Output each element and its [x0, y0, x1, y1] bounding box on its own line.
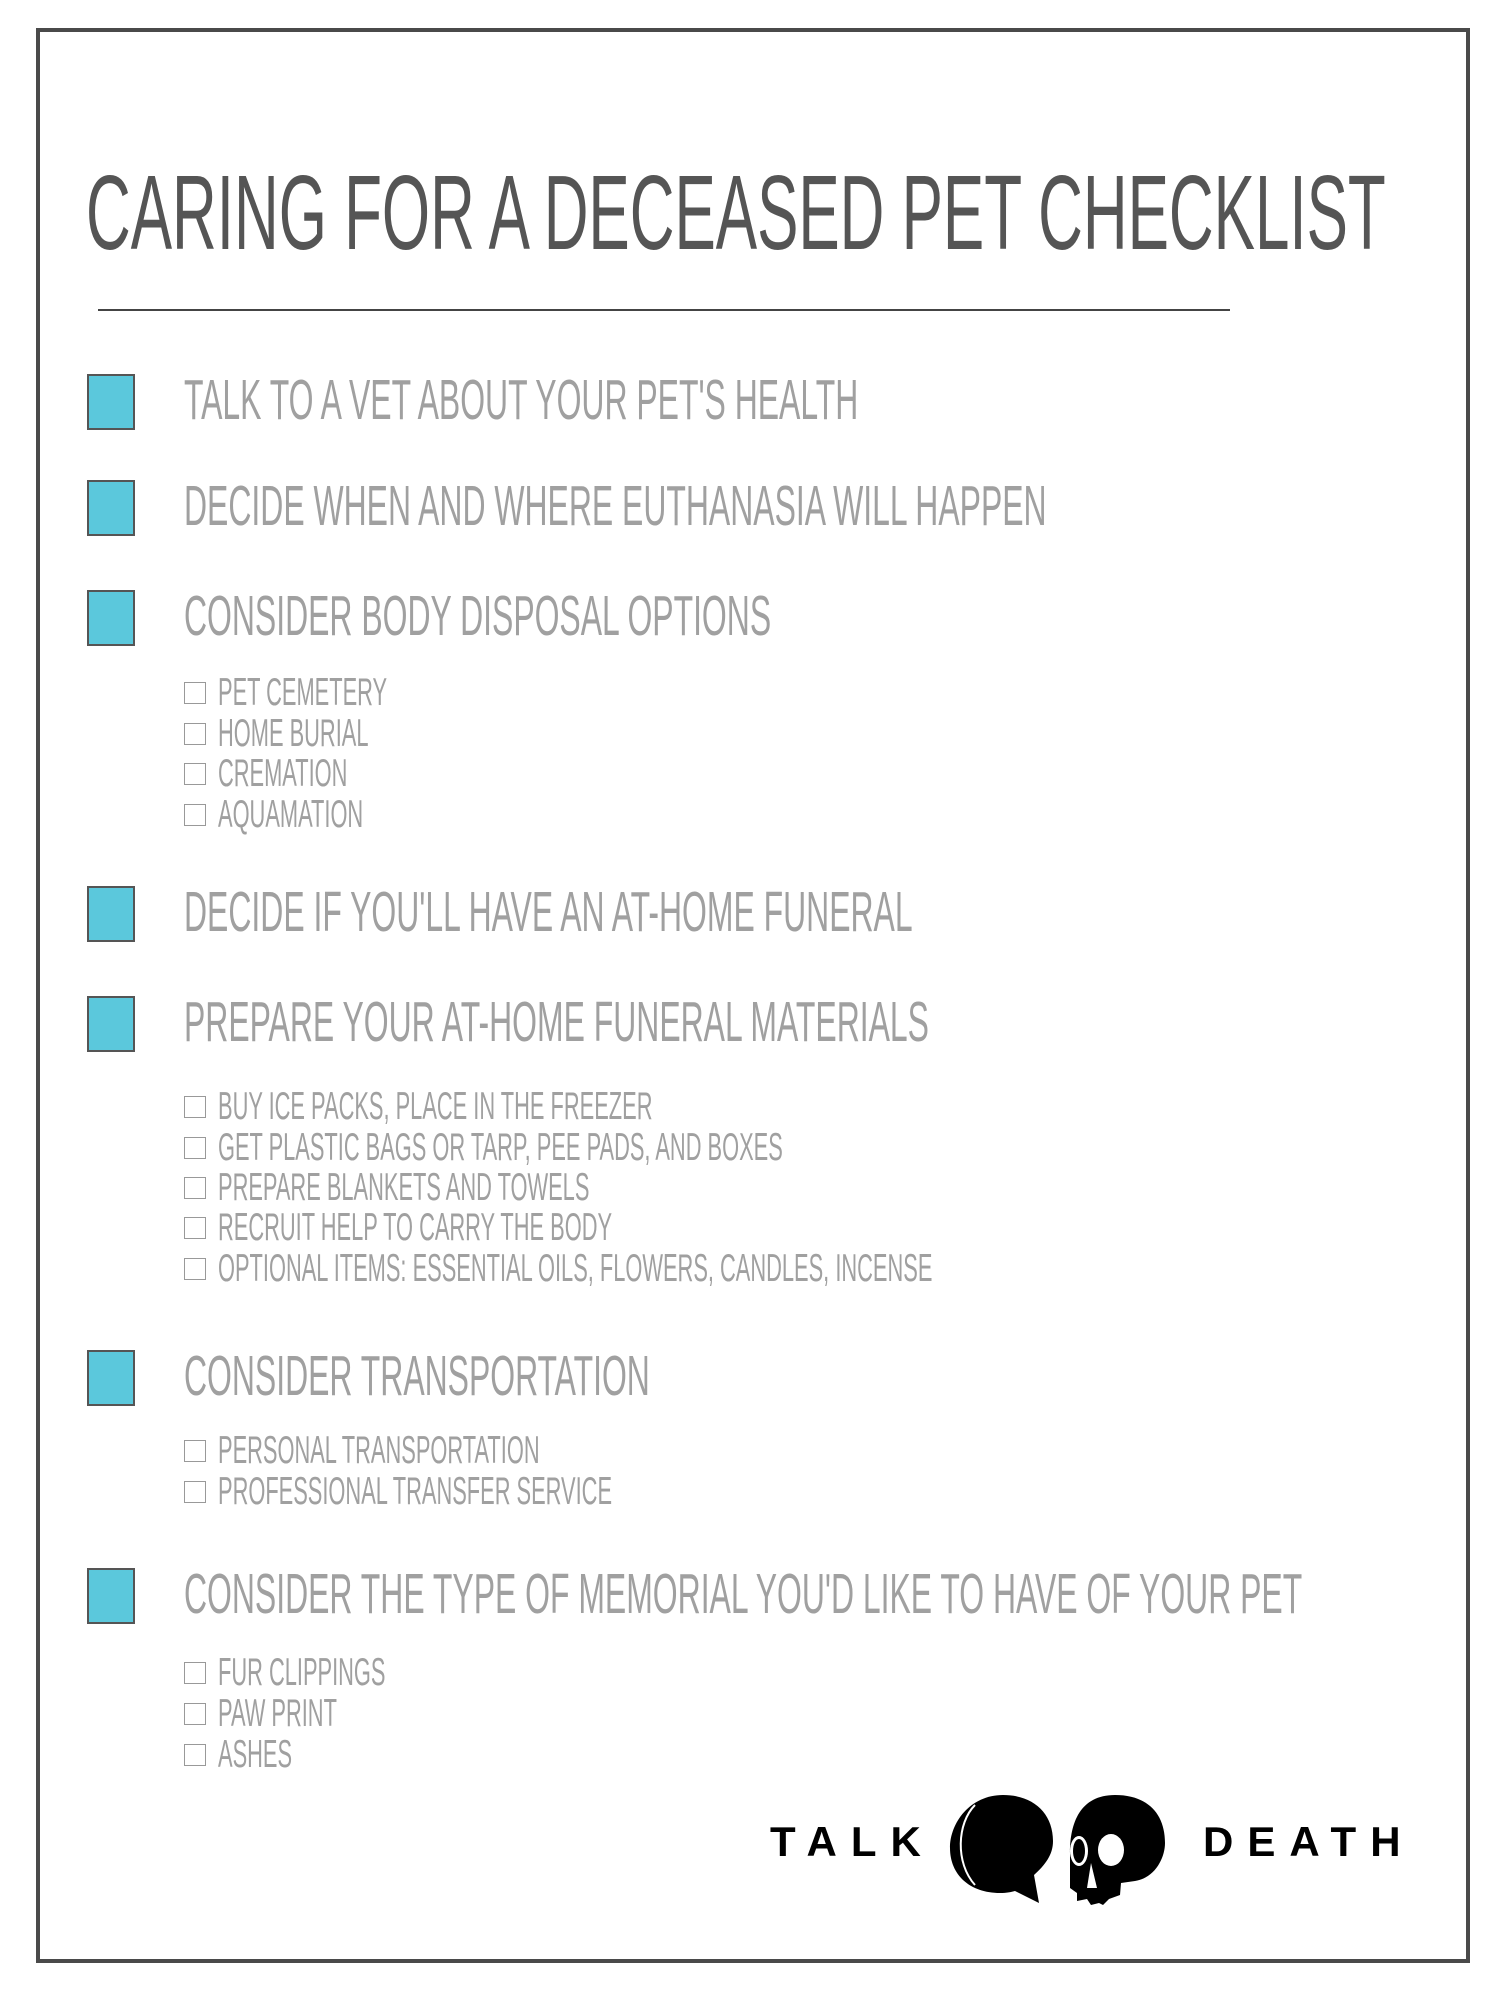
skull-icon: [1065, 1793, 1175, 1908]
sub-checkbox[interactable]: [184, 1096, 206, 1118]
checklist-subitem-label: PERSONAL TRANSPORTATION: [218, 1429, 540, 1472]
page-title: CARING FOR A DECEASED PET CHECKLIST: [86, 154, 1386, 272]
sub-checkbox[interactable]: [184, 1258, 206, 1280]
checklist-item-label: CONSIDER BODY DISPOSAL OPTIONS: [184, 584, 772, 648]
checklist-subitem-label: GET PLASTIC BAGS OR TARP, PEE PADS, AND BOXES: [218, 1126, 783, 1169]
checklist-subitem-label: PET CEMETERY: [218, 671, 388, 714]
checklist-subitem-label: ASHES: [218, 1733, 293, 1776]
main-checkbox[interactable]: [87, 590, 135, 646]
sub-checkbox[interactable]: [184, 723, 206, 745]
talk-death-logo: [760, 1785, 1415, 1905]
checklist-item-label: CONSIDER THE TYPE OF MEMORIAL YOU'D LIKE TO HAVE OF YOUR PET: [184, 1562, 1303, 1626]
title-divider: [98, 309, 1230, 311]
main-checkbox[interactable]: [87, 1350, 135, 1406]
checklist-subitem-label: FUR CLIPPINGS: [218, 1651, 386, 1694]
checklist-subitem-label: PAW PRINT: [218, 1692, 337, 1735]
checklist-subitem-label: CREMATION: [218, 752, 348, 795]
main-checkbox[interactable]: [87, 1568, 135, 1624]
checklist-subitem-label: PREPARE BLANKETS AND TOWELS: [218, 1166, 590, 1209]
checklist-item-label: DECIDE IF YOU'LL HAVE AN AT-HOME FUNERAL: [184, 880, 913, 944]
checklist-item-label: CONSIDER TRANSPORTATION: [184, 1344, 650, 1408]
sub-checkbox[interactable]: [184, 1744, 206, 1766]
checklist-subitem-label: RECRUIT HELP TO CARRY THE BODY: [218, 1206, 613, 1249]
sub-checkbox[interactable]: [184, 1217, 206, 1239]
sub-checkbox[interactable]: [184, 804, 206, 826]
sub-checkbox[interactable]: [184, 1481, 206, 1503]
main-checkbox[interactable]: [87, 996, 135, 1052]
sub-checkbox[interactable]: [184, 1662, 206, 1684]
logo-word-right: DEATH: [1203, 1818, 1415, 1865]
sub-checkbox[interactable]: [184, 1440, 206, 1462]
checklist-item-label: PREPARE YOUR AT-HOME FUNERAL MATERIALS: [184, 990, 929, 1054]
checklist-subitem-label: OPTIONAL ITEMS: ESSENTIAL OILS, FLOWERS, CANDLES, INCENSE: [218, 1247, 933, 1290]
sub-checkbox[interactable]: [184, 682, 206, 704]
logo-word-left: TALK: [770, 1818, 935, 1865]
sub-checkbox[interactable]: [184, 1137, 206, 1159]
checklist-subitem-label: BUY ICE PACKS, PLACE IN THE FREEZER: [218, 1085, 653, 1128]
checklist-subitem-label: PROFESSIONAL TRANSFER SERVICE: [218, 1470, 613, 1513]
main-checkbox[interactable]: [87, 886, 135, 942]
checklist-subitem-label: HOME BURIAL: [218, 712, 369, 755]
checklist-item-label: TALK TO A VET ABOUT YOUR PET'S HEALTH: [184, 368, 859, 432]
sub-checkbox[interactable]: [184, 1177, 206, 1199]
sub-checkbox[interactable]: [184, 1703, 206, 1725]
checklist-subitem-label: AQUAMATION: [218, 793, 364, 836]
main-checkbox[interactable]: [87, 374, 135, 430]
main-checkbox[interactable]: [87, 480, 135, 536]
sub-checkbox[interactable]: [184, 763, 206, 785]
checklist-item-label: DECIDE WHEN AND WHERE EUTHANASIA WILL HAPPEN: [184, 474, 1047, 538]
speech-bubble-icon: [945, 1793, 1060, 1908]
